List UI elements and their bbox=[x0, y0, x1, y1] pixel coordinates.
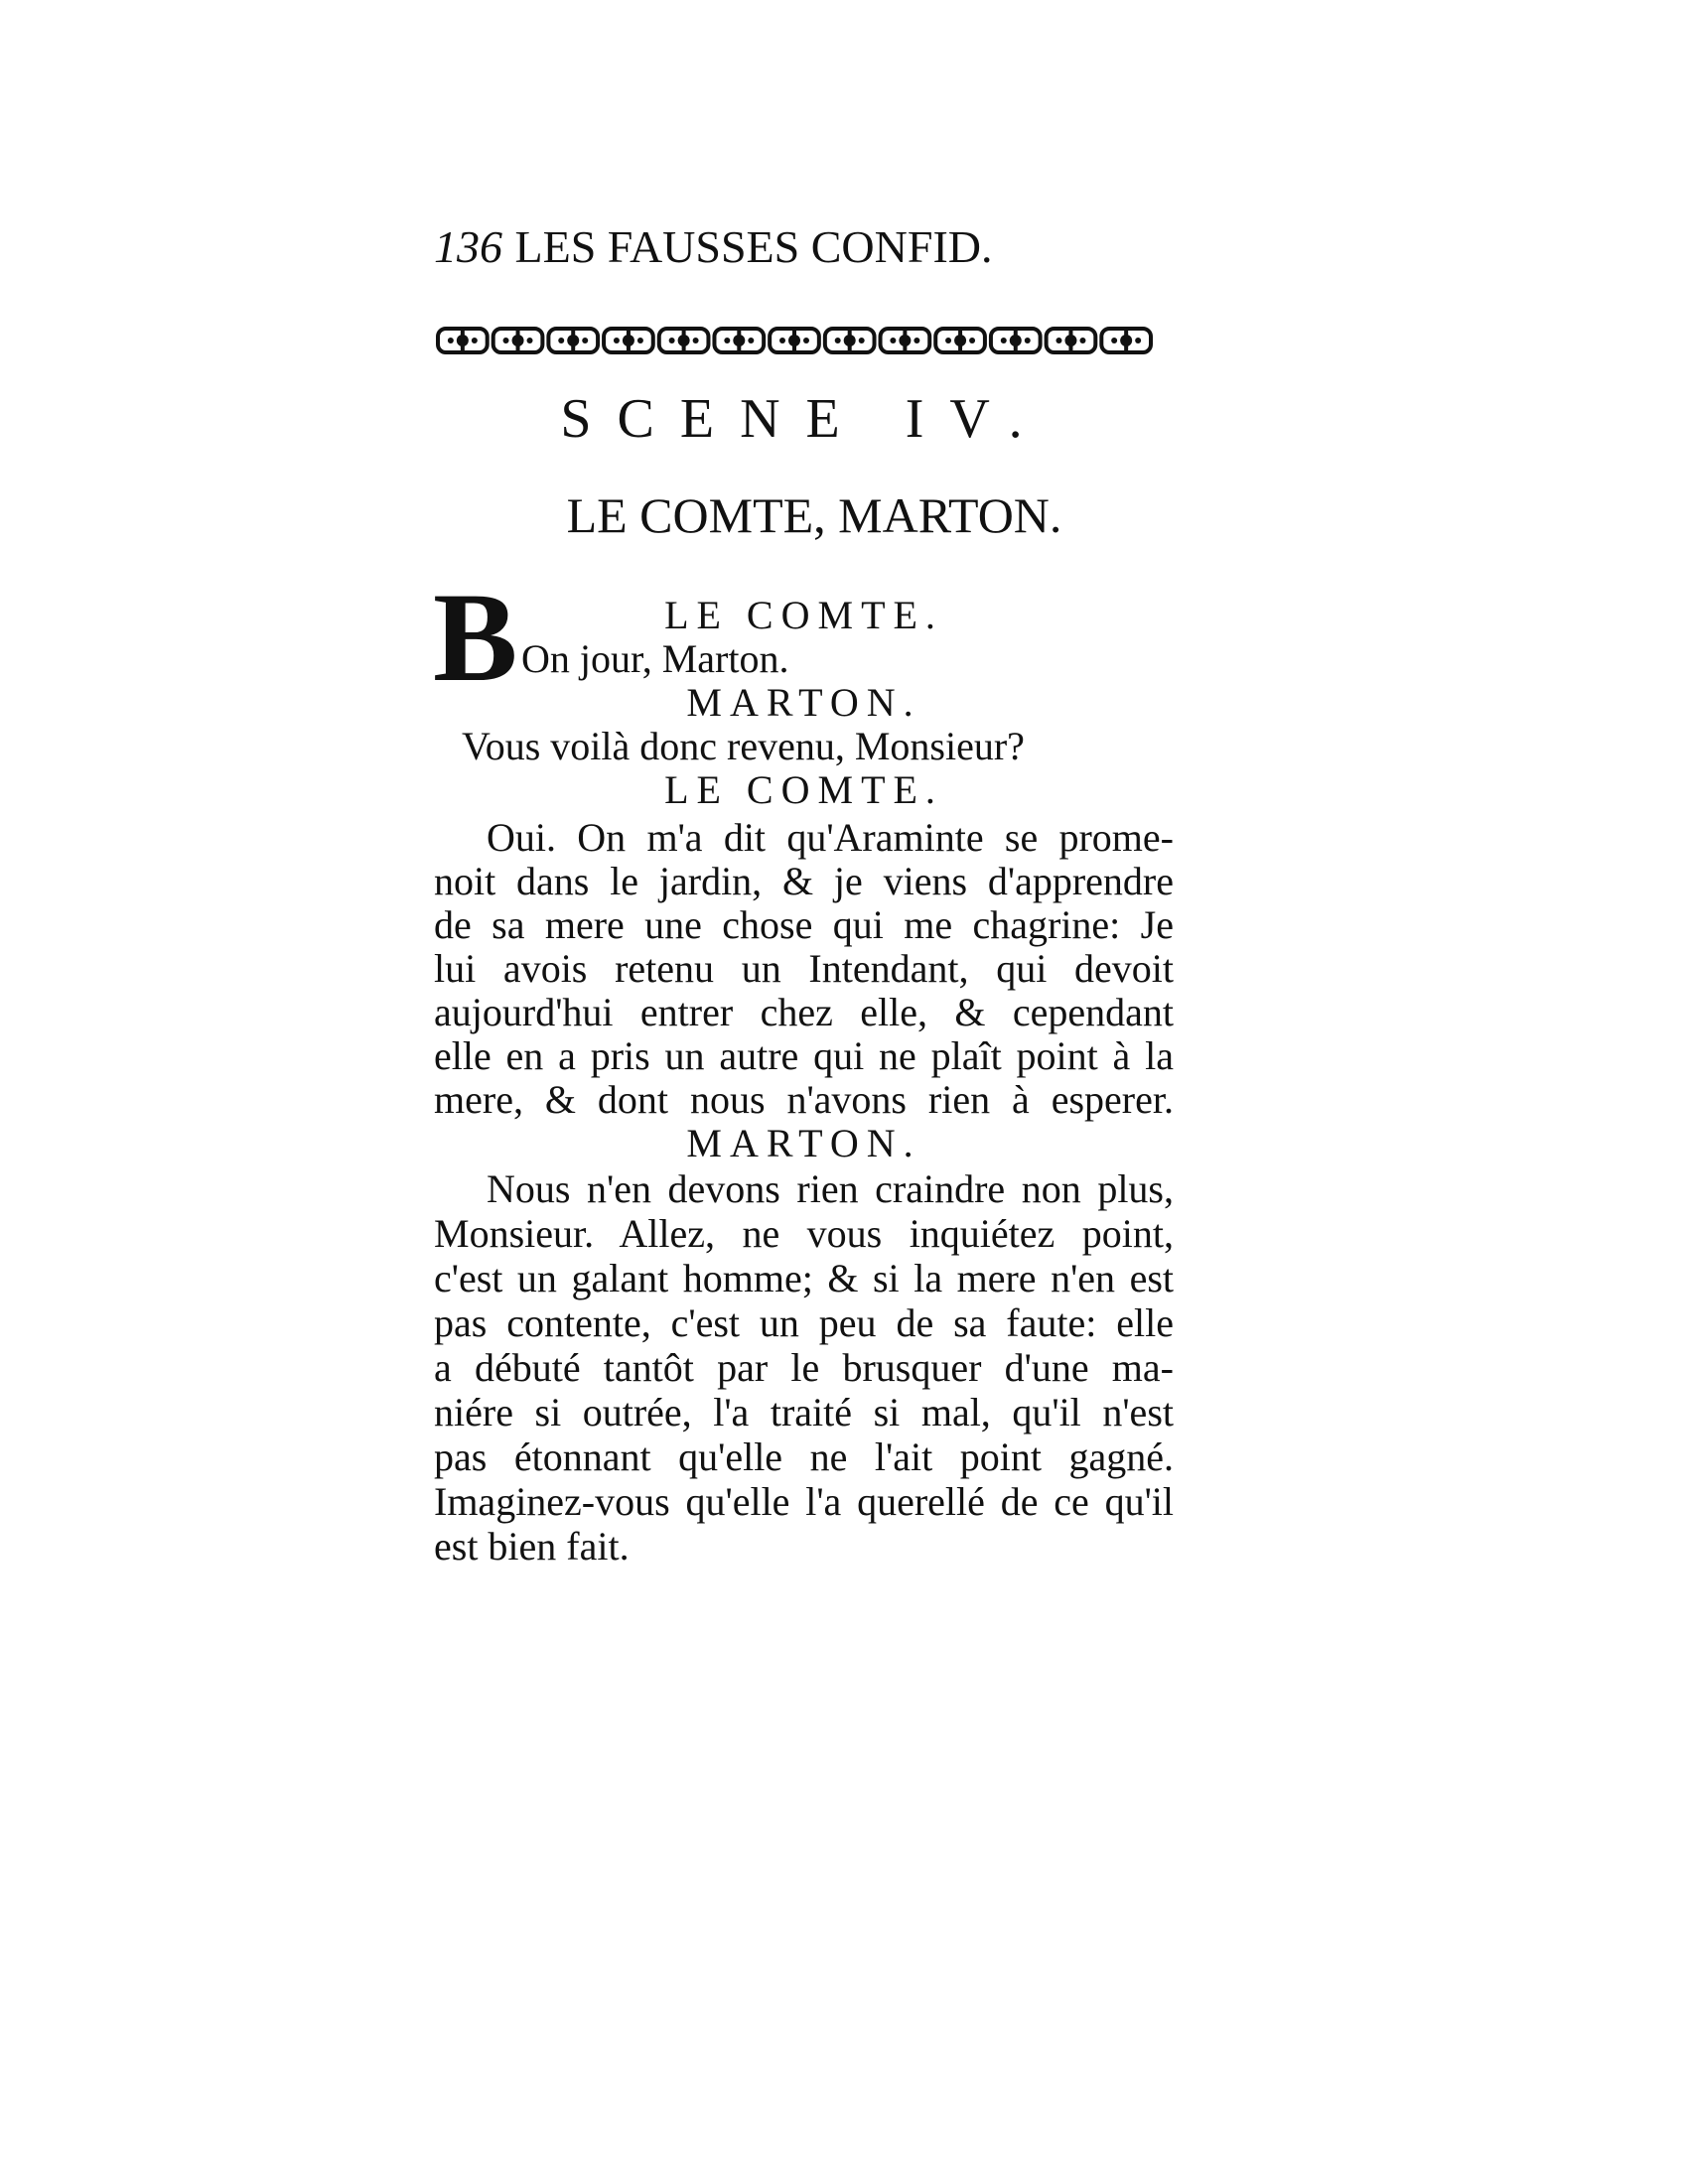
fleuron-ornament bbox=[935, 329, 985, 352]
dialogue-line: a débuté tantôt par le brusquer d'une ma- bbox=[434, 1345, 1174, 1390]
dialogue-line: niére si outrée, l'a traité si mal, qu'il n'est bbox=[434, 1390, 1174, 1434]
dialogue-line: On jour, Marton. bbox=[521, 636, 789, 681]
speaker-name: MARTON. bbox=[686, 680, 921, 725]
fleuron-ornament bbox=[825, 329, 875, 352]
dialogue-line: c'est un galant homme; & si la mere n'en est bbox=[434, 1256, 1174, 1300]
running-header bbox=[434, 220, 992, 273]
scene-title: SCENE IV. bbox=[560, 388, 1049, 450]
fleuron-ornament bbox=[881, 329, 930, 352]
fleuron-ornament bbox=[1047, 329, 1096, 352]
cast-list: LE COMTE, MARTON. bbox=[566, 487, 1062, 543]
dialogue-line: Monsieur. Allez, ne vous inquiétez point, bbox=[434, 1211, 1174, 1256]
ornamental-border bbox=[435, 323, 1154, 358]
dialogue-line: Vous voilà donc revenu, Monsieur? bbox=[462, 724, 1025, 768]
dialogue-line: Oui. On m'a dit qu'Araminte se prome- bbox=[487, 815, 1174, 860]
fleuron-ornament bbox=[548, 329, 598, 352]
dialogue-line: lui avois retenu un Intendant, qui devoit bbox=[434, 946, 1174, 991]
dialogue-line: est bien fait. bbox=[434, 1524, 630, 1569]
fleuron-ornament bbox=[604, 329, 653, 352]
fleuron-ornament bbox=[1101, 329, 1151, 352]
drop-cap: B bbox=[433, 567, 518, 708]
dialogue-line: mere, & dont nous n'avons rien à esperer. bbox=[434, 1077, 1174, 1122]
fleuron-ornament bbox=[438, 329, 488, 352]
fleuron-ornament bbox=[770, 329, 819, 352]
dialogue-line: pas étonnant qu'elle ne l'ait point gagné. bbox=[434, 1434, 1174, 1479]
dialogue-line: noit dans le jardin, & je viens d'apprendre bbox=[434, 859, 1174, 903]
dialogue-line: de sa mere une chose qui me chagrine: Je bbox=[434, 902, 1174, 947]
dialogue-line: pas contente, c'est un peu de sa faute: elle bbox=[434, 1300, 1174, 1345]
speaker-name: MARTON. bbox=[686, 1121, 921, 1165]
dialogue-line: Nous n'en devons rien craindre non plus, bbox=[487, 1166, 1174, 1211]
speaker-name: LE COMTE. bbox=[664, 767, 943, 812]
fleuron-ornament bbox=[493, 329, 543, 352]
dialogue-line: aujourd'hui entrer chez elle, & cependant bbox=[434, 990, 1174, 1034]
fleuron-ornament bbox=[714, 329, 764, 352]
fleuron-ornament bbox=[659, 329, 709, 352]
fleuron-ornament bbox=[991, 329, 1041, 352]
speaker-name: LE COMTE. bbox=[664, 593, 943, 637]
dialogue-line: Imaginez-vous qu'elle l'a querellé de ce qu'il bbox=[434, 1479, 1174, 1524]
page-number: 136 bbox=[434, 221, 502, 272]
running-title: LES FAUSSES CONFID. bbox=[514, 221, 993, 272]
dialogue-line: elle en a pris un autre qui ne plaît point à la bbox=[434, 1033, 1174, 1078]
